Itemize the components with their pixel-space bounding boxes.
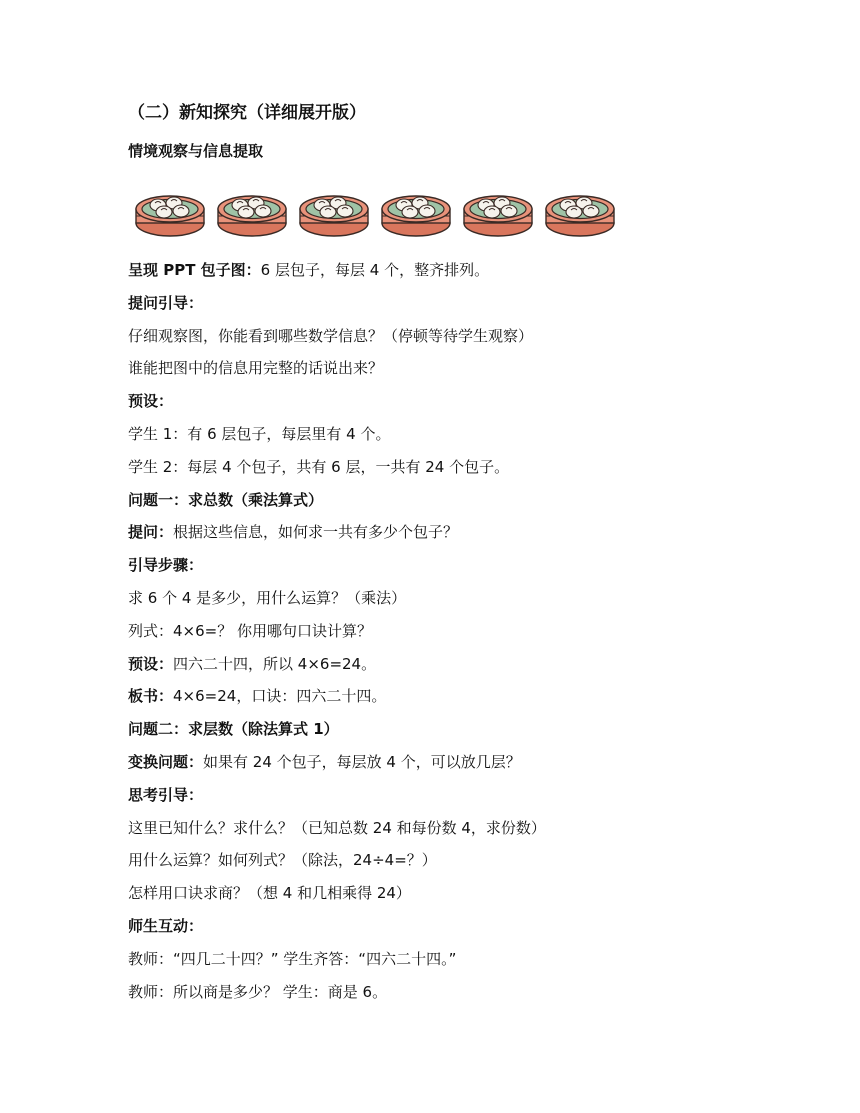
line-text: 学生 1：有 6 层包子，每层里有 4 个。 [128, 425, 391, 443]
line-text: 仔细观察图，你能看到哪些数学信息？（停顿等待学生观察） [128, 327, 534, 345]
text-line [128, 654, 376, 674]
text-line [128, 686, 386, 706]
line-text: 学生 2：每层 4 个包子，共有 6 层，一共有 24 个包子。 [128, 458, 510, 476]
text-line [128, 883, 411, 903]
text-line [128, 260, 489, 280]
line-text: 用什么运算？如何列式？（除法，24÷4=？） [128, 851, 437, 869]
text-line [128, 785, 203, 805]
line-text: 四六二十四，所以 4×6=24。 [173, 655, 377, 673]
steamer-basket-icon [462, 187, 534, 239]
text-line [128, 949, 456, 969]
text-line [128, 391, 173, 411]
line-label: 问题二：求层数（除法算式 1） [128, 720, 339, 738]
steamer-basket-icon [380, 187, 452, 239]
text-line [128, 490, 323, 510]
line-text: 这里已知什么？求什么？（已知总数 24 和每份数 4，求份数） [128, 819, 546, 837]
line-label: 预设： [128, 392, 174, 410]
line-label: 提问： [128, 523, 174, 541]
text-line [128, 752, 521, 772]
steamer-baskets-image [134, 187, 616, 239]
text-line [128, 982, 387, 1002]
text-line [128, 916, 203, 936]
line-label: 变换问题： [128, 753, 204, 771]
line-label: 板书： [128, 687, 174, 705]
steamer-basket-icon [216, 187, 288, 239]
text-line [128, 457, 509, 477]
text-line [128, 850, 437, 870]
line-text: 6 层包子，每层 4 个，整齐排列。 [260, 261, 490, 279]
text-line [128, 358, 383, 378]
text-line [128, 719, 339, 739]
text-line [128, 621, 372, 641]
line-text: 怎样用口诀求商？（想 4 和几相乘得 24） [128, 884, 411, 902]
line-label: 引导步骤： [128, 556, 204, 574]
section-title: （二）新知探究（详细展开版） [128, 103, 366, 123]
line-text: 4×6=24，口诀：四六二十四。 [173, 687, 387, 705]
line-text: 列式：4×6=？ 你用哪句口诀计算？ [128, 622, 372, 640]
line-label: 问题一：求总数（乘法算式） [128, 491, 324, 509]
text-line [128, 588, 406, 608]
text-line [128, 818, 546, 838]
line-label: 呈现 PPT 包子图： [128, 261, 261, 279]
line-text: 教师：“四几二十四？” 学生齐答：“四六二十四。” [128, 950, 457, 968]
line-label: 提问引导： [128, 294, 204, 312]
line-text: 谁能把图中的信息用完整的话说出来？ [128, 359, 384, 377]
text-line [128, 522, 458, 542]
line-text: 如果有 24 个包子，每层放 4 个，可以放几层？ [203, 753, 521, 771]
line-text: 根据这些信息，如何求一共有多少个包子？ [173, 523, 459, 541]
line-text: 教师：所以商是多少？ 学生：商是 6。 [128, 983, 388, 1001]
line-label: 师生互动： [128, 917, 204, 935]
text-line [128, 293, 203, 313]
line-label: 思考引导： [128, 786, 204, 804]
steamer-basket-icon [544, 187, 616, 239]
line-text: 求 6 个 4 是多少，用什么运算？（乘法） [128, 589, 407, 607]
subsection-heading: 情境观察与信息提取 [128, 142, 264, 160]
text-line [128, 555, 203, 575]
text-line [128, 326, 533, 346]
steamer-basket-icon [298, 187, 370, 239]
line-label: 预设： [128, 655, 174, 673]
text-line [128, 424, 390, 444]
steamer-basket-icon [134, 187, 206, 239]
